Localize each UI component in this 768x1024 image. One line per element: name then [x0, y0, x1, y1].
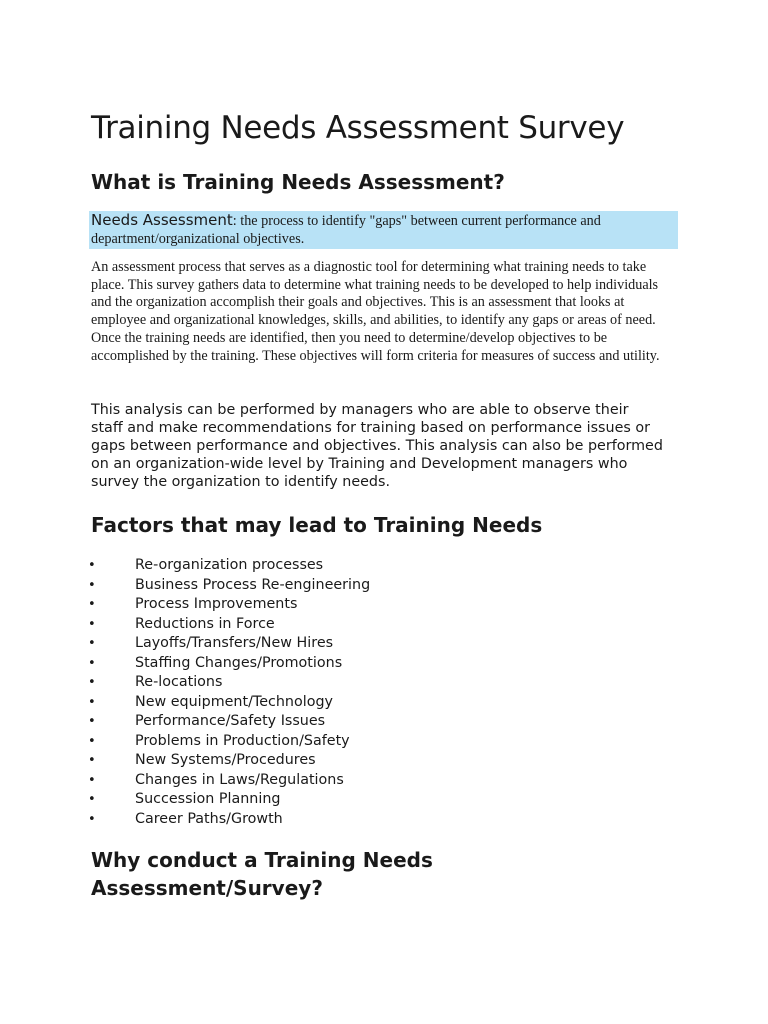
list-item-text: Business Process Re-engineering	[135, 576, 371, 593]
bullet-icon: •	[88, 733, 96, 749]
bullet-icon: •	[88, 655, 96, 671]
analysis-paragraph: This analysis can be performed by managers who are able to observe their staff and make recommendations for training based on performance issues or gaps between performance and objectives. This analysis can also be performed on an organization-wide level by Training and Development managers who survey the organization to identify needs.	[91, 402, 663, 491]
assessment-paragraph: An assessment process that serves as a diagnostic tool for determining what training needs to take place. This survey gathers data to determine what training needs to be developed to help individuals and the organization accomplish their goals and objectives. This is an assessment that looks at employee and organizational knowledges, skills, and abilities, to identify any gaps or areas of need. Once the training needs are identified, then you need to determine/develop objectives to be accomplished by the training. These objectives will form criteria for measures of success and utility.	[91, 259, 660, 364]
list-item-text: Layoffs/Transfers/New Hires	[135, 635, 334, 651]
section-heading-what-is: What is Training Needs Assessment?	[91, 170, 505, 194]
list-item-text: Process Improvements	[135, 596, 298, 612]
list-item-text: Succession Planning	[135, 791, 281, 807]
bullet-icon: •	[88, 811, 96, 827]
bullet-icon: •	[88, 558, 96, 573]
section-heading-factors: Factors that may lead to Training Needs	[91, 513, 543, 537]
definition-callout	[89, 211, 678, 249]
bullet-icon: •	[88, 753, 96, 768]
bullet-icon: •	[88, 714, 96, 729]
list-item-text: Performance/Safety Issues	[135, 713, 326, 729]
bullet-icon: •	[88, 772, 96, 788]
list-item-text: Re-locations	[135, 674, 223, 690]
bullet-icon: •	[88, 616, 96, 632]
bullet-icon: •	[88, 675, 96, 690]
document-title: Training Needs Assessment Survey	[91, 110, 625, 146]
list-item-text: Staffing Changes/Promotions	[135, 654, 343, 671]
definition-term: Needs Assessment	[91, 211, 233, 229]
bullet-icon: •	[88, 597, 96, 612]
bullet-icon: •	[88, 694, 96, 710]
list-item-text: Career Paths/Growth	[135, 810, 283, 827]
section-heading-why: Why conduct a Training Needs Assessment/Survey?	[91, 848, 433, 900]
bullet-icon: •	[88, 636, 96, 651]
list-item-text: New Systems/Procedures	[135, 752, 316, 768]
list-item-text: Reductions in Force	[135, 615, 275, 632]
list-item-text: Re-organization processes	[135, 557, 324, 573]
bullet-icon: •	[88, 792, 96, 807]
list-item-text: New equipment/Technology	[135, 693, 333, 710]
bullet-icon: •	[88, 577, 96, 593]
list-item-text: Problems in Production/Safety	[135, 732, 350, 749]
list-item-text: Changes in Laws/Regulations	[135, 771, 344, 788]
definition-text: : the process to identify "gaps" between current performance and department/organizational objectives.	[91, 213, 601, 247]
